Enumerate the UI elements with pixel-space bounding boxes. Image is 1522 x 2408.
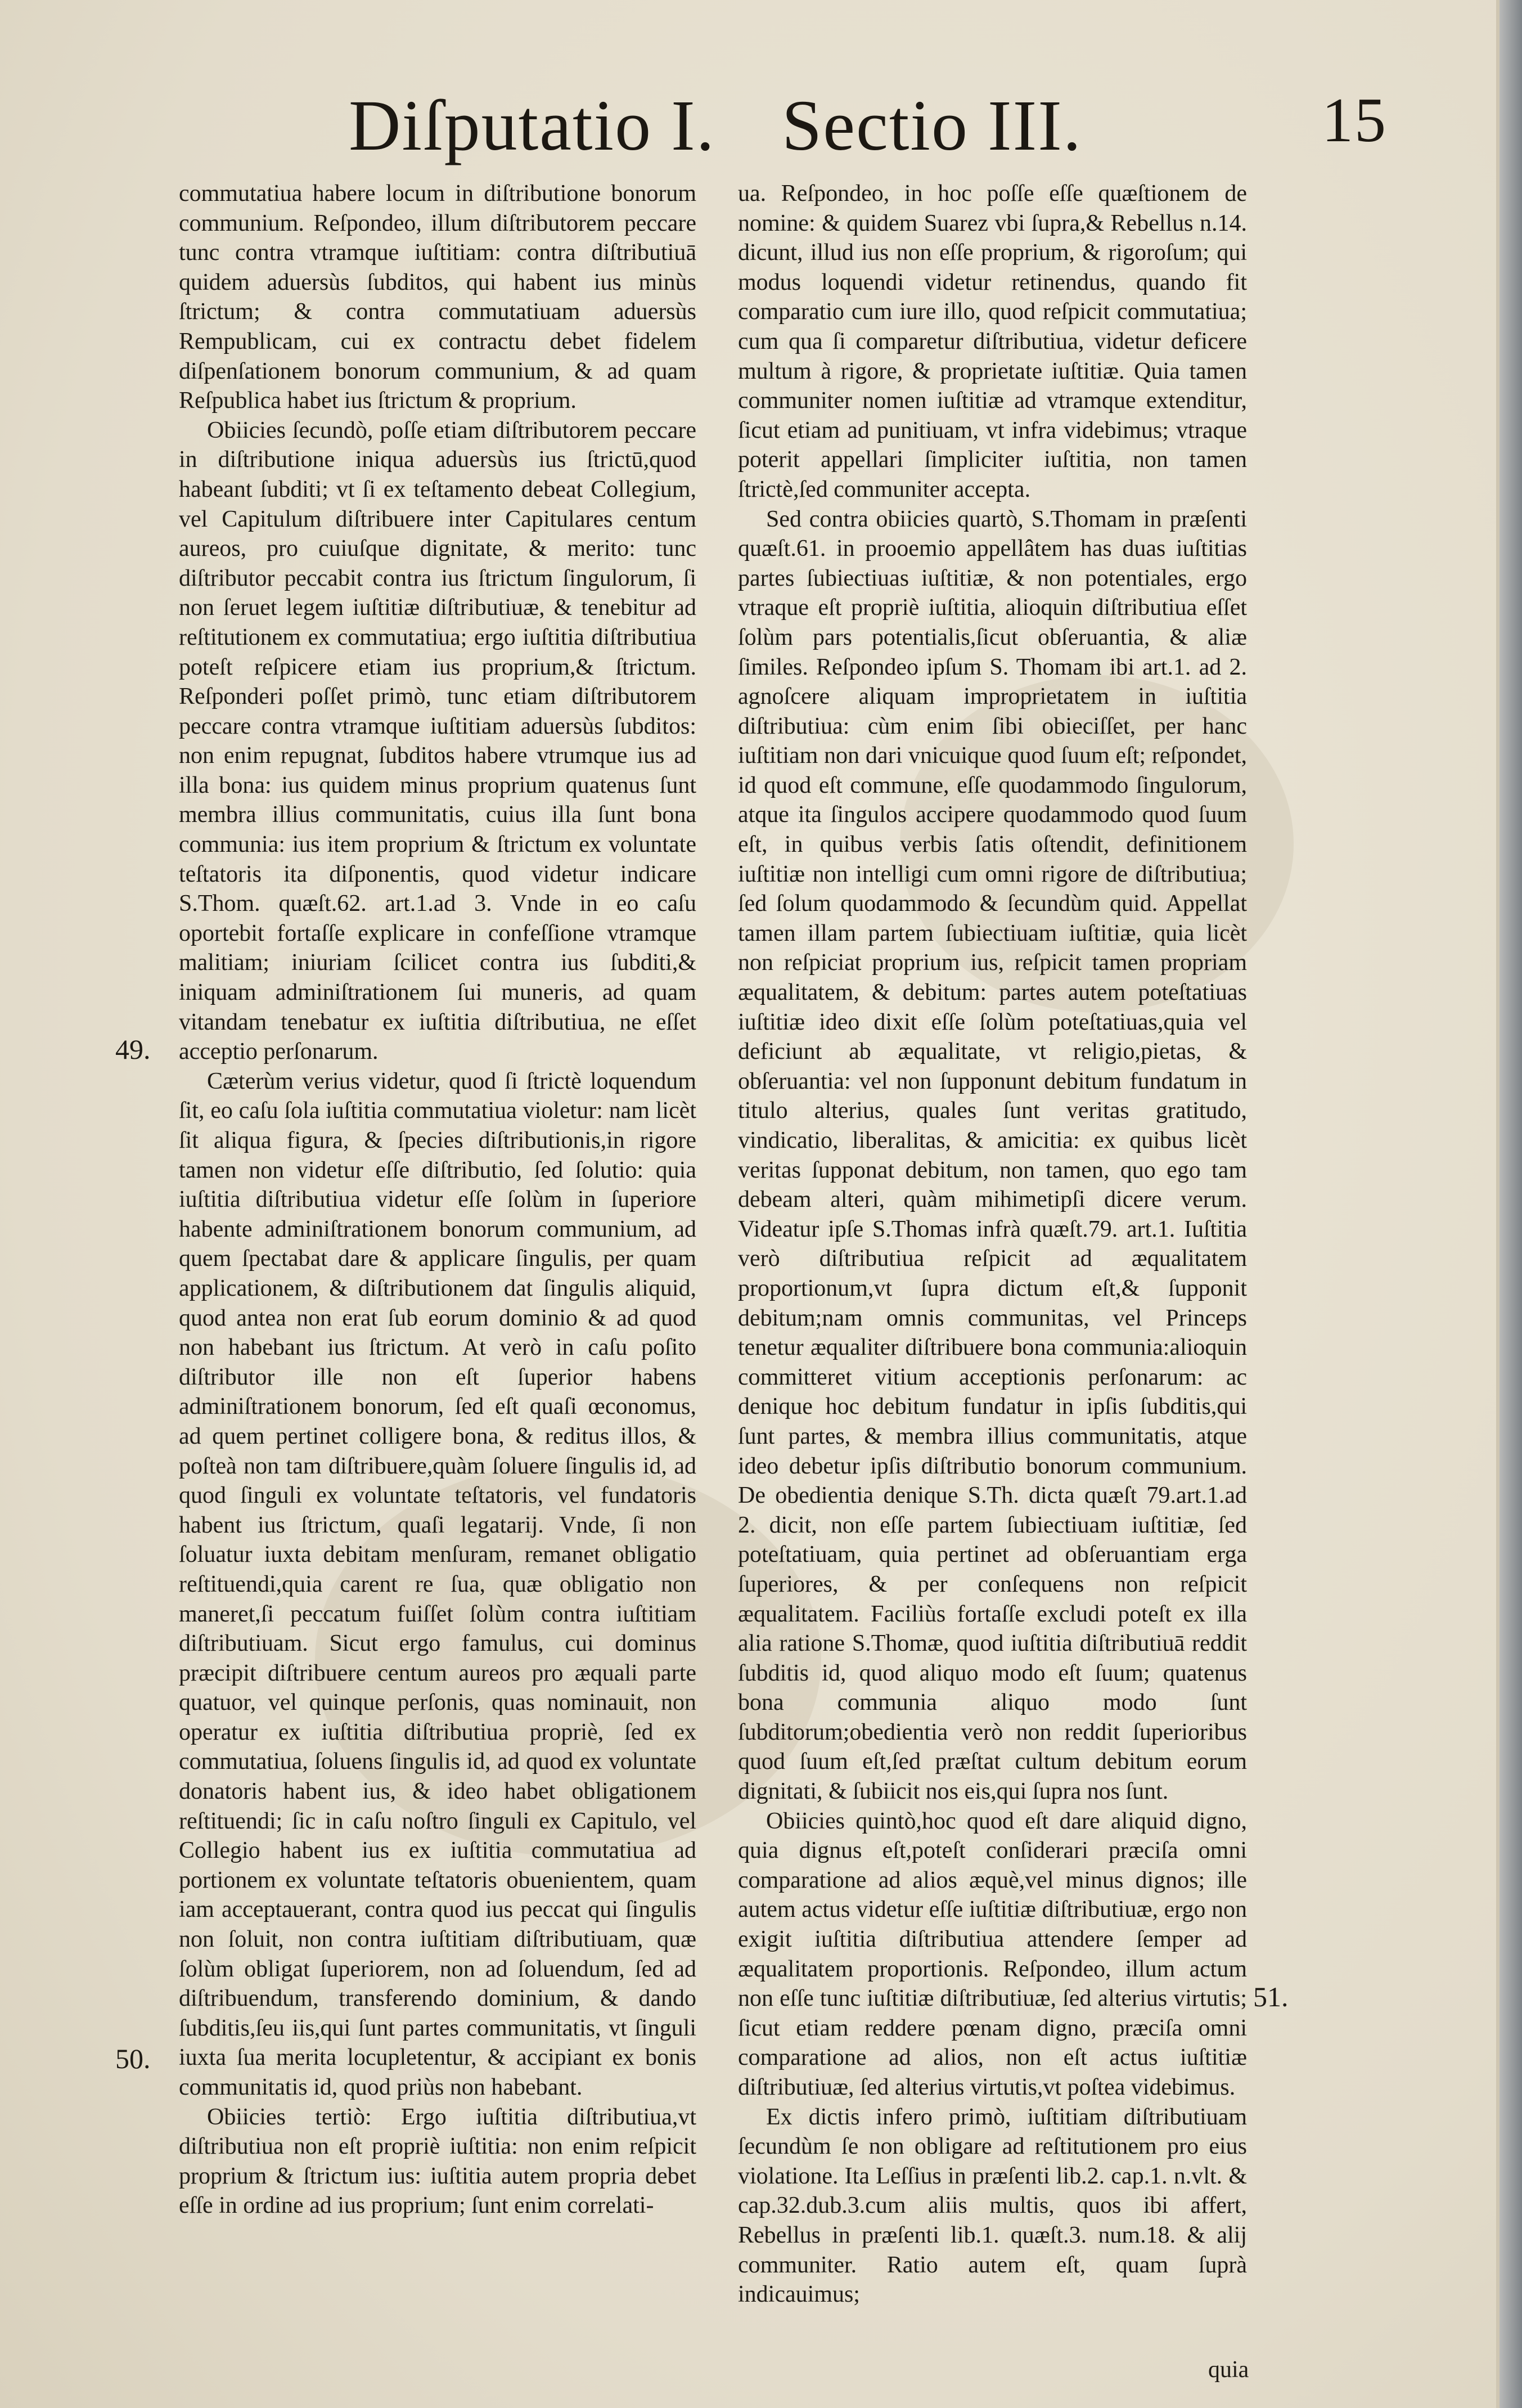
running-header [349,84,1387,169]
page-number: 15 [1322,86,1387,155]
margin-number-49: 49. [115,1034,151,1065]
catchword: quia [1208,2357,1249,2383]
left-column [179,179,696,2221]
right-column [738,179,1247,2310]
header-sectio: Sectio III. [782,86,1082,165]
header-disputatio: Diſputatio I. [349,86,715,165]
paragraph: Sed contra obiicies quartò, S.Thomam in præſenti quæſt.61. in prooemio appellâtem has duas iuſtitias partes ſubiectiuas iuſtitiæ, & non potentiales, ergo vtraque eſt propriè iuſtitia, alioquin diſtributiua eſſet ſolùm pars potentialis,ſicut obſeruantia, & aliæ ſimiles. Reſpondeo ipſum S. Thomam ibi art.1. ad 2. agnoſcere aliquam improprietatem in iuſtitia diſtributiua: cùm enim ſibi obieciſſet, per hanc iuſtitiam non dari vnicuique quod ſuum eſt; reſpondet, id quod eſt commune, eſſe quodammodo ſingulorum, atque ita ſingulos accipere quodammodo quod ſuum eſt, in quibus verbis ſatis oſtendit, definitionem iuſtitiæ non intelligi cum omni rigore de diſtributiua; ſed ſolum quodammodo & ſecundùm quid. Appellat tamen illam partem ſubiectiuam iuſtitiæ, quia licèt non reſpiciat proprium ius, reſpicit tamen propriam æqualitatem, & debitum: partes autem poteſtatiuas iuſtitiæ ideo dixit eſſe ſolùm poteſtatiuas,quia vel deficiunt ab æqualitate, vt religio,pietas, & obſeruantia: vel non ſupponunt debitum fundatum in titulo alterius, quales ſunt veritas gratitudo, vindicatio, liberalitas, & amicitia: ex quibus licèt veritas ſupponat debitum, non tamen, quo ego tam debeam alteri, quàm mihimetipſi dicere verum. Videatur ipſe S.Thomas infrà quæſt.79. art.1. Iuſtitia verò diſtributiua reſpicit ad æqualitatem proportionum,vt ſupra dictum eſt,& ſupponit debitum;nam omnis communitas, vel Princeps tenetur æqualiter diſtribuere bona communia:alioquin committeret vitium acceptionis perſonarum: ac denique hoc debitum fundatur in ipſis ſubditis,qui ſunt partes, & membra illius communitatis, atque ideo debetur ipſis diſtributio bonorum communium. De obedientia denique S.Th. dicta quæſt 79.art.1.ad 2. dicit, non eſſe partem ſubiectiuam iuſtitiæ, ſed poteſtatiuam, quia pertinet ad obſeruantiam erga ſuperiores, & per conſequens non reſpicit æqualitatem. Faciliùs fortaſſe excludi poteſt ex illa alia ratione S.Thomæ, quod iuſtitia diſtributiuā reddit ſubditis id, quod aliquo modo eſt ſuum; quatenus bona communia aliquo modo ſunt ſubditorum;obedientia verò non reddit ſuperioribus quod ſuum eſt,ſed præſtat cultum debitum eorum dignitati, & ſubiicit nos eis,qui ſupra nos ſunt. [738,506,1247,1805]
paragraph: Obiicies tertiò: Ergo iuſtitia diſtributiua,vt diſtributiua non eſt propriè iuſtitia: non enim reſpicit proprium & ſtrictum ius: iuſtitia autem propria debet eſſe in ordine ad ius proprium; ſunt enim correlati- [179,2104,696,2219]
margin-number-50: 50. [115,2043,151,2074]
margin-number-51: 51. [1253,1981,1289,2012]
page-edge [1500,0,1522,2408]
paragraph: Obiicies ſecundò, poſſe etiam diſtributorem peccare in diſtributione iniqua aduersùs ius ſtrictū,quod habeant ſubditi; vt ſi ex teſtamento debeat Collegium, vel Capitulum diſtribuere inter Capitulares centum aureos, pro cuiuſque dignitate, & merito: tunc diſtributor peccabit contra ius ſtrictum ſingulorum, ſi non ſeruet legem iuſtitiæ diſtributiuæ, & tenebitur ad reſtitutionem ex commutatiua; ergo iuſtitia diſtributiua poteſt reſpicere etiam ius proprium,& ſtrictum. Reſponderi poſſet primò, tunc etiam diſtributorem peccare contra vtramque iuſtitiam aduersùs ſubditos: non enim repugnat, ſubditos habere vtrumque ius ad illa bona: ius quidem minus proprium quatenus ſunt membra illius communitatis, cuius illa ſunt bona communia: ius item proprium & ſtrictum ex voluntate teſtatoris ita diſponentis, quod videtur indicare S.Thom. quæſt.62. art.1.ad 3. Vnde in eo caſu oportebit fortaſſe explicare in confeſſione vtramque malitiam; iniuriam ſcilicet contra ius ſubditi,& iniquam adminiſtrationem ſui muneris, ad quam vitandam tenebatur ex iuſtitia diſtributiua, ne eſſet acceptio perſonarum. [179,417,696,1065]
paragraph: Obiicies quintò,hoc quod eſt dare aliquid digno, quia dignus eſt,poteſt conſiderari præciſa omni comparatione ad alios æquè,vel minus dignos; ille autem actus videtur eſſe iuſtitiæ diſtributiuæ, ergo non exigit iuſtitia diſtributiua attendere ſemper ad æqualitatem proportionis. Reſpondeo, illum actum non eſſe tunc iuſtitiæ diſtributiuæ, ſed alterius virtutis; ſicut etiam reddere pœnam digno, præciſa omni comparatione ad alios, non eſt actus iuſtitiæ diſtributiuæ, ſed alterius virtutis,vt poſtea videbimus. [738,1808,1247,2100]
paragraph: commutatiua habere locum in diſtributione bonorum communium. Reſpondeo, illum diſtributorem peccare tunc contra vtramque iuſtitiam: contra diſtributiuā quidem aduersùs ſubditos, qui habent ius minùs ſtrictum; & contra commutatiuam aduersùs Rempublicam, cui ex contractu debet fidelem diſpenſationem bonorum communium, & ad quam Reſpublica habet ius ſtrictum & proprium. [179,181,696,414]
paragraph: Ex dictis infero primò, iuſtitiam diſtributiuam ſecundùm ſe non obligare ad reſtitutionem pro eius violatione. Ita Leſſius in præſenti lib.2. cap.1. n.vlt. & cap.32.dub.3.cum aliis multis, quos ibi affert, Rebellus in præſenti lib.1. quæſt.3. num.18. & alij communiter. Ratio autem eſt, quam ſuprà indicauimus; [738,2104,1247,2308]
paragraph: ua. Reſpondeo, in hoc poſſe eſſe quæſtionem de nomine: & quidem Suarez vbi ſupra,& Rebellus n.14. dicunt, illud ius non eſſe proprium, & rigoroſum; qui modus loquendi videtur retinendus, quando fit comparatio cum iure illo, quod reſpicit commutatiua; cum qua ſi comparetur diſtributiua, videtur deficere multum à rigore, & proprietate iuſtitiæ. Quia tamen communiter nomen iuſtitiæ ad vtramque extenditur, ſicut etiam ad punitiuam, vt infra videbimus; vtraque poterit appellari ſimpliciter iuſtitia, non tamen ſtrictè,ſed communiter accepta. [738,181,1247,502]
paragraph: Cæterùm verius videtur, quod ſi ſtrictè loquendum ſit, eo caſu ſola iuſtitia commutatiua violetur: nam licèt ſit aliqua figura, & ſpecies diſtributionis,in rigore tamen non videtur eſſe diſtributio, ſed ſolutio: quia iuſtitia diſtributiua videtur eſſe ſolùm in ſuperiore habente adminiſtrationem bonorum communium, ad quem ſpectabat dare & applicare ſingulis, per quam applicationem, & diſtributionem dat ſingulis aliquid, quod antea non erat ſub eorum dominio & ad quod non habebant ius ſtrictum. At verò in caſu poſito diſtributor ille non eſt ſuperior habens adminiſtrationem bonorum, ſed eſt quaſi œconomus, ad quem pertinet colligere bona, & reditus illos, & poſteà non tam diſtribuere,quàm ſoluere ſingulis id, ad quod ſinguli ex voluntate teſtatoris, vel fundatoris habent ius ſtrictum, quaſi legatarij. Vnde, ſi non ſoluatur iuxta debitam menſuram, remanet obligatio reſtituendi,quia carent re ſua, quæ obligatio non maneret,ſi peccatum fuiſſet ſolùm contra iuſtitiam diſtributiuam. Sicut ergo famulus, cui dominus præcipit diſtribuere centum aureos pro æquali parte quatuor, vel quinque perſonis, quas nominauit, non operatur ex iuſtitia diſtributiua propriè, ſed ex commutatiua, ſoluens ſingulis id, ad quod ex voluntate donatoris habent ius, & ideo habet obligationem reſtituendi; ſic in caſu noſtro ſinguli ex Capitulo, vel Collegio habent ius ex iuſtitia commutatiua ad portionem ex voluntate teſtatoris obuenientem, quam iam acceptauerant, contra quod ius peccat qui ſingulis non ſoluit, non contra iuſtitiam diſtributiuam, quæ ſolùm obligat ſuperiorem, non ad ſoluendum, ſed ad diſtribuendum, transferendo dominium, & dando ſubditis,ſeu iis,qui ſunt partes communitatis, vt ſinguli iuxta ſua merita locupletentur, & accipiant ex bonis communitatis id, quod priùs non habebant. [179,1068,696,2100]
